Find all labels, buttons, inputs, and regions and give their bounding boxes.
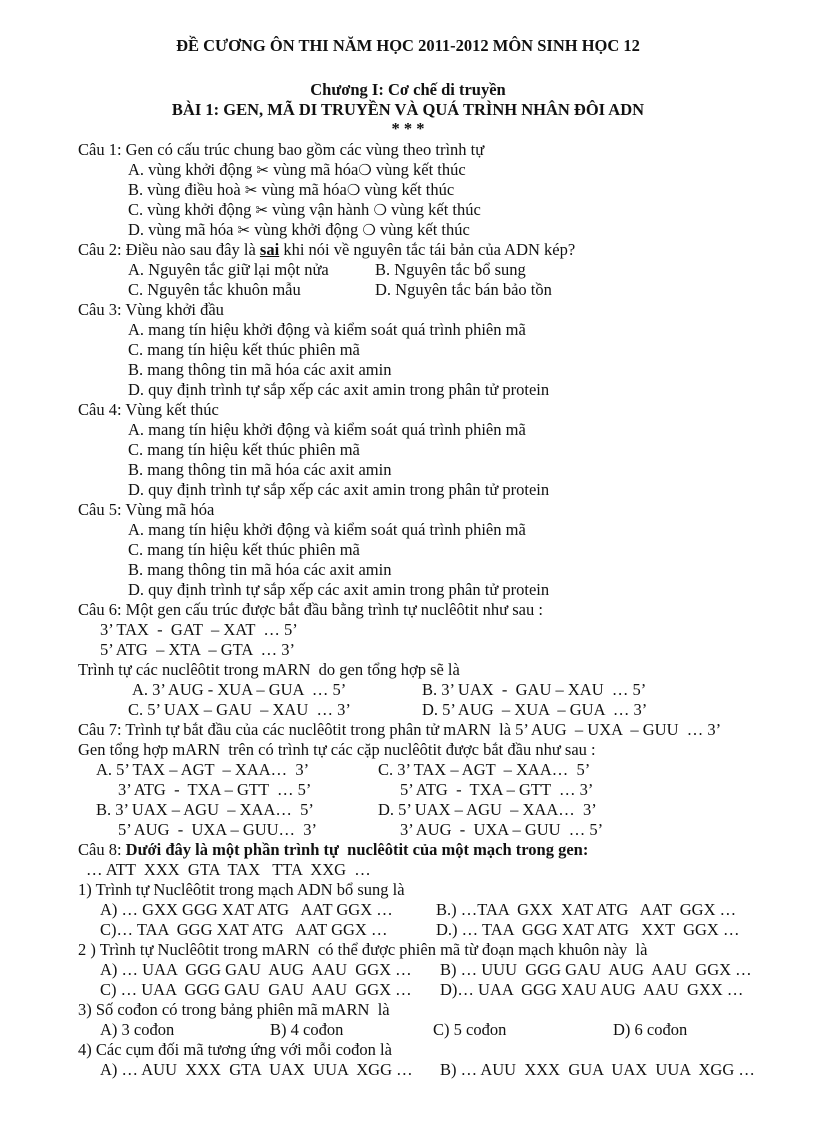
question-5-stem: Câu 5: Vùng mã hóa (78, 500, 215, 519)
question-1-option-d: D. vùng mã hóa ✂ vùng khởi động ❍ vùng kết thúc (128, 220, 470, 239)
question-8-part-3-option-d: D) 6 cođon (613, 1020, 688, 1039)
scissors-icon: ✂ (244, 181, 258, 199)
question-8-part-4-option-b: B) … AUU XXX GUA UAX UUA XGG … (440, 1060, 755, 1079)
question-7-option-a-line2: 3’ ATG - TXA – GTT … 5’ (118, 780, 312, 799)
question-8-sequence: … ATT XXX GTA TAX TTA XXG … (86, 860, 371, 879)
question-6-sequence: 3’ TAX - GAT – XAT … 5’ (100, 620, 298, 639)
question-7-option-b: B. 3’ UAX – AGU – XAA… 5’ (96, 800, 314, 819)
question-3-option: D. quy định trình tự sắp xếp các axit amin trong phân tử protein (128, 380, 550, 399)
question-1-option-b: B. vùng điều hoà ✂ vùng mã hóa❍ vùng kết thúc (128, 180, 455, 199)
question-4-option: B. mang thông tin mã hóa các axit amin (128, 460, 392, 479)
question-8-part-3: 3) Số cođon có trong bảng phiên mã mARN là (78, 1000, 390, 1019)
question-6-option-d: D. 5’ AUG – XUA – GUA … 3’ (422, 700, 648, 719)
stars-divider: * * * (391, 119, 425, 138)
question-7-option-c-line2: 5’ ATG - TXA – GTT … 3’ (400, 780, 594, 799)
question-7-option-c: C. 3’ TAX – AGT – XAA… 5’ (378, 760, 591, 779)
circle-icon: ❍ (346, 181, 361, 199)
question-4-option: D. quy định trình tự sắp xếp các axit amin trong phân tử protein (128, 480, 550, 499)
question-5-option: B. mang thông tin mã hóa các axit amin (128, 560, 392, 579)
question-5-option: A. mang tín hiệu khởi động và kiểm soát quá trình phiên mã (128, 520, 526, 539)
circle-icon: ❍ (362, 221, 376, 239)
question-8-part-4: 4) Các cụm đối mã tương ứng với mỗi cođon là (78, 1040, 392, 1059)
question-4-option: C. mang tín hiệu kết thúc phiên mã (128, 440, 360, 459)
question-8-part-2-option-d: D)… UAA GGG XAU AUG AAU GXX … (440, 980, 744, 999)
question-8-part-1-option-b: B.) …TAA GXX XAT ATG AAT GGX … (436, 900, 737, 919)
question-7-stem-2: Gen tổng hợp mARN trên có trình tự các cặp nuclêôtit được bắt đầu như sau : (78, 740, 596, 759)
question-7-option-b-line2: 5’ AUG - UXA – GUU… 3’ (118, 820, 318, 839)
question-8-part-1-option-c: C)… TAA GGG XAT ATG AAT GGX … (100, 920, 388, 939)
question-2-option-b: B. Nguyên tắc bổ sung (375, 260, 526, 279)
question-8-part-2: 2 ) Trình tự Nuclêôtit trong mARN có thể được phiên mã từ đoạn mạch khuôn này là (78, 940, 648, 959)
question-8-part-2-option-a: A) … UAA GGG GAU AUG AAU GGX … (100, 960, 412, 979)
question-2-option-d: D. Nguyên tắc bán bảo tồn (375, 280, 552, 299)
question-1-option-c: C. vùng khởi động ✂ vùng vận hành ❍ vùng kết thúc (128, 200, 481, 219)
circle-icon: ❍ (373, 201, 387, 219)
question-6-sequence: 5’ ATG – XTA – GTA … 3’ (100, 640, 296, 659)
question-8-part-3-option-c: C) 5 cođon (433, 1020, 507, 1039)
question-4-stem: Câu 4: Vùng kết thúc (78, 400, 219, 419)
lesson-title: BÀI 1: GEN, MÃ DI TRUYỀN VÀ QUÁ TRÌNH NHÂN ĐÔI ADN (171, 100, 645, 119)
question-7-stem: Câu 7: Trình tự bắt đầu của các nuclêôtit trong phân tử mARN là 5’ AUG – UXA – GUU … 3’ (78, 720, 722, 739)
question-2-stem: Câu 2: Điều nào sau đây là sai khi nói về nguyên tắc tái bản của ADN kép? (78, 240, 576, 259)
question-3-option: C. mang tín hiệu kết thúc phiên mã (128, 340, 360, 359)
question-4-option: A. mang tín hiệu khởi động và kiểm soát quá trình phiên mã (128, 420, 526, 439)
question-5-option: C. mang tín hiệu kết thúc phiên mã (128, 540, 360, 559)
question-1-option-a: A. vùng khởi động ✂ vùng mã hóa❍ vùng kết thúc (128, 160, 466, 179)
question-6-option-a: A. 3’ AUG - XUA – GUA … 5’ (132, 680, 347, 699)
question-7-option-d: D. 5’ UAX – AGU – XAA… 3’ (378, 800, 597, 819)
question-3-option: B. mang thông tin mã hóa các axit amin (128, 360, 392, 379)
question-2-option-c: C. Nguyên tắc khuôn mẫu (128, 280, 301, 299)
question-8-part-4-option-a: A) … AUU XXX GTA UAX UUA XGG … (100, 1060, 413, 1079)
question-6-prompt: Trình tự các nuclêôtit trong mARN do gen tổng hợp sẽ là (78, 660, 460, 679)
scissors-icon: ✂ (237, 221, 251, 239)
question-8-part-1-option-d: D.) … TAA GGG XAT ATG XXT GGX … (436, 920, 740, 939)
question-5-option: D. quy định trình tự sắp xếp các axit amin trong phân tử protein (128, 580, 550, 599)
question-6-stem: Câu 6: Một gen cấu trúc được bắt đầu bằng trình tự nuclêôtit như sau : (78, 600, 543, 619)
question-8-part-3-option-a: A) 3 cođon (100, 1020, 175, 1039)
question-7-option-a: A. 5’ TAX – AGT – XAA… 3’ (96, 760, 310, 779)
document-title: ĐỀ CƯƠNG ÔN THI NĂM HỌC 2011-2012 MÔN SINH HỌC 12 (176, 36, 640, 55)
question-8-part-1-option-a: A) … GXX GGG XAT ATG AAT GGX … (100, 900, 393, 919)
question-8-stem: Câu 8: Dưới đây là một phần trình tự nuclêôtit của một mạch trong gen: (78, 840, 589, 859)
question-8-part-1: 1) Trình tự Nuclêôtit trong mạch ADN bổ sung là (78, 880, 405, 899)
scissors-icon: ✂ (255, 201, 269, 219)
circle-icon: ❍ (358, 161, 372, 179)
question-7-option-d-line2: 3’ AUG - UXA – GUU … 5’ (400, 820, 604, 839)
question-1-stem: Câu 1: Gen có cấu trúc chung bao gồm các vùng theo trình tự (78, 140, 485, 159)
question-8-part-3-option-b: B) 4 cođon (270, 1020, 344, 1039)
question-6-option-c: C. 5’ UAX – GAU – XAU … 3’ (128, 700, 351, 719)
question-2-option-a: A. Nguyên tắc giữ lại một nửa (128, 260, 329, 279)
chapter-title: Chương I: Cơ chế di truyền (310, 80, 506, 99)
question-8-part-2-option-b: B) … UUU GGG GAU AUG AAU GGX … (440, 960, 752, 979)
question-8-part-2-option-c: C) … UAA GGG GAU GAU AAU GGX … (100, 980, 412, 999)
question-3-stem: Câu 3: Vùng khởi đầu (78, 300, 224, 319)
question-6-option-b: B. 3’ UAX - GAU – XAU … 5’ (422, 680, 647, 699)
scissors-icon: ✂ (256, 161, 269, 179)
question-3-option: A. mang tín hiệu khởi động và kiểm soát quá trình phiên mã (128, 320, 526, 339)
